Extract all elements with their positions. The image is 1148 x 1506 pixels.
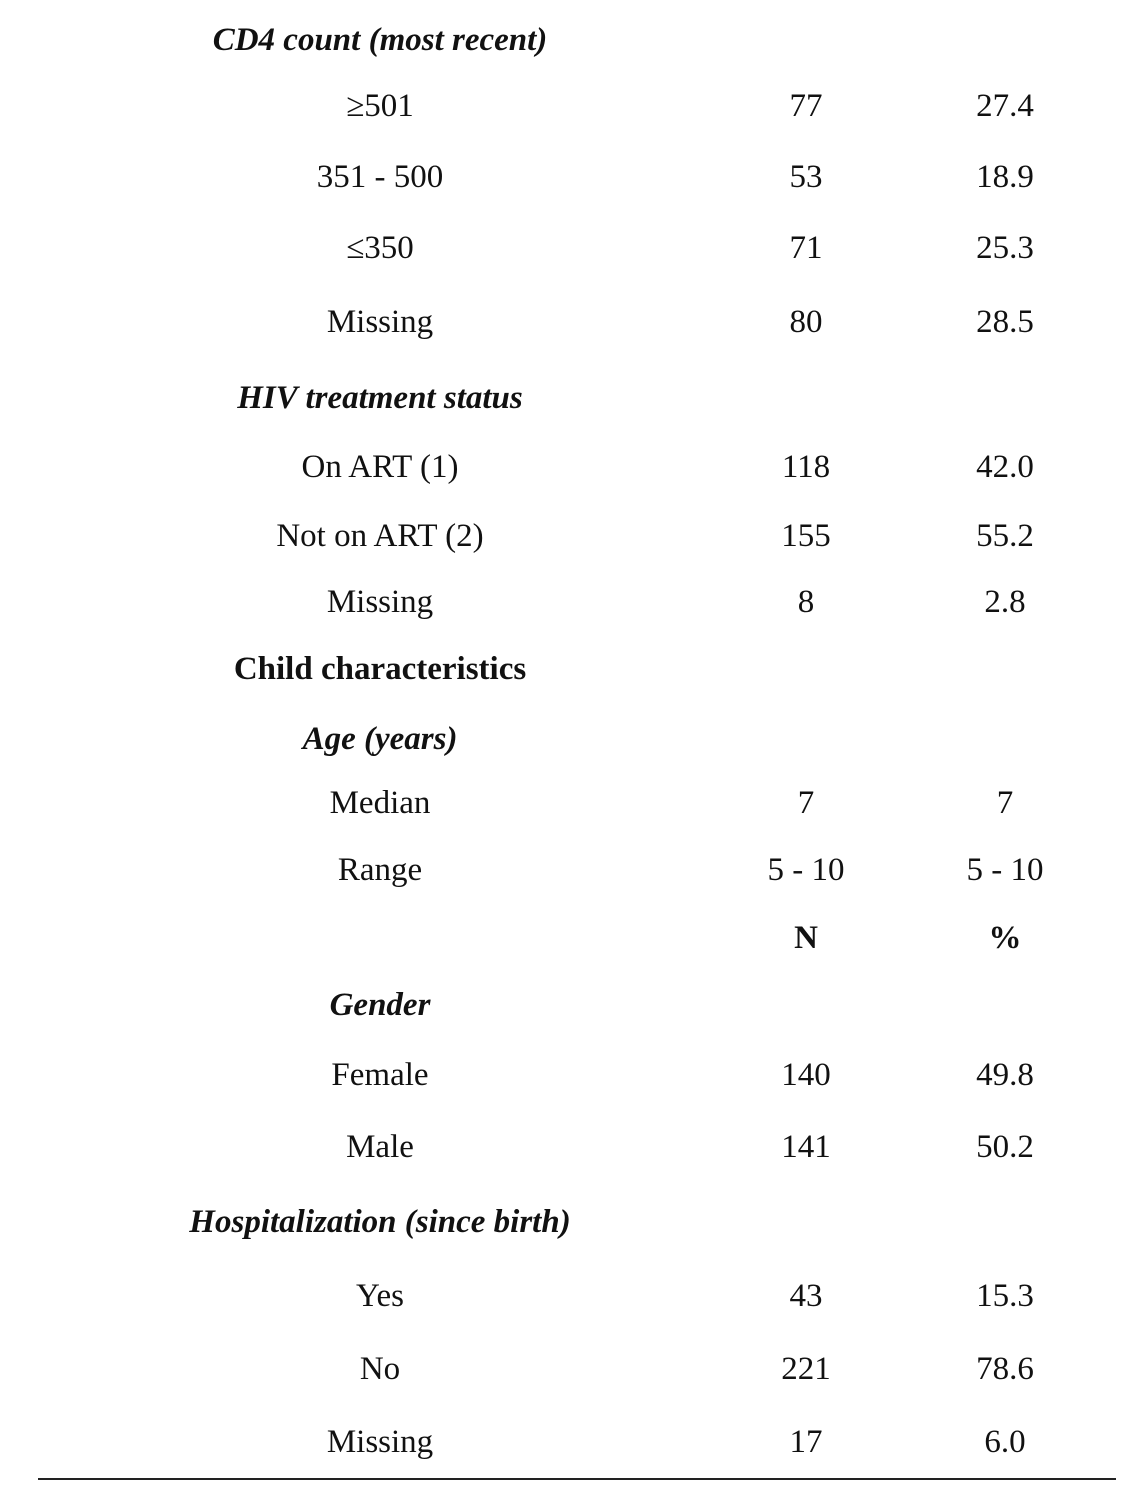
row-label: Not on ART (2) [276,518,484,554]
row-label: Range [337,852,423,888]
n-value: 80 [789,304,823,340]
row-label: Yes [355,1278,405,1314]
n-value: 141 [781,1129,831,1165]
n-value: 71 [789,230,823,266]
row-label: HIV treatment status [237,380,523,416]
pct-value: 50.2 [976,1129,1034,1165]
section-heading-child [0,647,1148,691]
row-label: Hospitalization (since birth) [189,1204,571,1240]
n-value: 5 - 10 [767,852,845,888]
section-heading-age [0,717,1148,761]
n-value: 43 [789,1278,823,1314]
n-value: 8 [797,584,815,620]
table-row [0,848,1148,892]
n-value: 155 [781,518,831,554]
section-heading-hiv-treatment [0,376,1148,420]
row-label: Median [329,785,431,821]
table-row [0,226,1148,270]
n-value: 77 [789,88,823,124]
pct-value: 49.8 [976,1057,1034,1093]
pct-value: 25.3 [976,230,1034,266]
n-value: 118 [781,449,831,485]
pct-value: 28.5 [976,304,1034,340]
n-value: 221 [781,1351,831,1387]
pct-value: 7 [996,785,1014,821]
row-label: Missing [326,304,434,340]
table-row [0,781,1148,825]
pct-value: 55.2 [976,518,1034,554]
table-row [0,300,1148,344]
pct-value: 15.3 [976,1278,1034,1314]
n-value: 53 [789,159,823,195]
n-value: 140 [781,1057,831,1093]
pct-value: 2.8 [984,584,1026,620]
pct-value: 6.0 [984,1424,1026,1460]
row-label: Missing [326,584,434,620]
row-label: CD4 count (most recent) [212,22,548,58]
table-row [0,1420,1148,1464]
row-label: Female [331,1057,429,1093]
section-heading-gender [0,983,1148,1027]
pct-value: 78.6 [976,1351,1034,1387]
column-header-row [0,916,1148,960]
row-label: 351 - 500 [316,159,444,195]
row-label: ≥501 [346,88,414,124]
row-label: On ART (1) [301,449,459,485]
section-heading-cd4 [0,18,1148,62]
row-label: Age (years) [302,721,458,757]
pct-value: 18.9 [976,159,1034,195]
pct-column-header: % [988,920,1022,956]
row-label: Child characteristics [233,651,527,687]
pct-value: 27.4 [976,88,1034,124]
table-row [0,445,1148,489]
row-label: Gender [329,987,431,1023]
section-heading-hospitalization [0,1200,1148,1244]
table-bottom-rule [38,1478,1116,1480]
n-value: 17 [789,1424,823,1460]
table-row [0,155,1148,199]
table-row [0,514,1148,558]
table-row [0,1053,1148,1097]
pct-value: 42.0 [976,449,1034,485]
n-column-header: N [794,920,818,956]
n-value: 7 [797,785,815,821]
row-label: No [359,1351,401,1387]
row-label: Missing [326,1424,434,1460]
pct-value: 5 - 10 [966,852,1044,888]
table-row [0,1347,1148,1391]
table-row [0,1274,1148,1318]
row-label: ≤350 [346,230,414,266]
table-row [0,1125,1148,1169]
table-row [0,580,1148,624]
row-label: Male [346,1129,414,1165]
table-row [0,84,1148,128]
